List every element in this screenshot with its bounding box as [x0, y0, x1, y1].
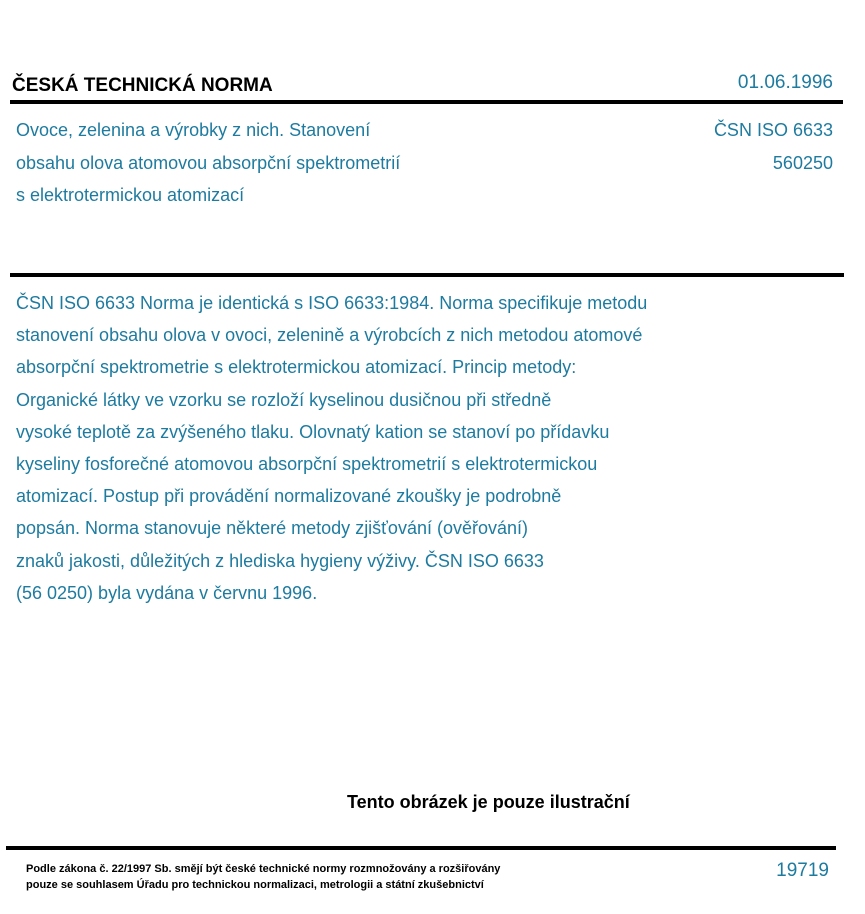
footer-divider: [6, 846, 836, 850]
section-divider: [10, 273, 844, 277]
abstract-text: [16, 287, 647, 609]
abstract-line: vysoké teplotě za zvýšeného tlaku. Olovnatý kation se stanoví po přídavku: [16, 421, 610, 442]
standard-title: [16, 114, 400, 212]
abstract-line: popsán. Norma stanovuje některé metody zjišťování (ověřování): [16, 518, 529, 539]
standard-title-line: s elektrotermickou atomizací: [16, 185, 245, 205]
legal-notice: [26, 862, 500, 893]
catalog-number: 19719: [776, 860, 829, 881]
abstract-line: (56 0250) byla vydána v červnu 1996.: [16, 582, 318, 603]
standard-title-line: Ovoce, zelenina a výrobky z nich. Stanovení: [16, 120, 371, 140]
abstract-line: znaků jakosti, důležitých z hlediska hygieny výživy. ČSN ISO 6633: [16, 550, 544, 571]
standard-title-line: obsahu olova atomovou absorpční spektrometrií: [16, 152, 401, 173]
abstract-line: Organické látky ve vzorku se rozloží kyselinou dusičnou při středně: [16, 389, 552, 410]
document-type-heading: ČESKÁ TECHNICKÁ NORMA: [12, 75, 273, 96]
legal-notice-line: Podle zákona č. 22/1997 Sb. smějí být české technické normy rozmnožovány a rozšiřovány: [26, 863, 501, 875]
abstract-line: stanovení obsahu olova v ovoci, zelenině a výrobcích z nich metodou atomové: [16, 325, 643, 346]
header-divider: [10, 100, 843, 104]
publication-date: 01.06.1996: [737, 72, 833, 93]
abstract-line: kyseliny fosforečné atomovou absorpční spektrometrií s elektrotermickou: [16, 454, 598, 475]
abstract-line: atomizací. Postup při provádění normalizované zkoušky je podrobně: [16, 486, 562, 507]
standard-class-number: 560250: [772, 152, 833, 173]
abstract-line: ČSN ISO 6633 Norma je identická s ISO 6633:1984. Norma specifikuje metodu: [16, 293, 648, 313]
abstract-line: absorpční spektrometrie s elektrotermickou atomizací. Princip metody:: [16, 357, 577, 378]
illustration-disclaimer: Tento obrázek je pouze ilustrační: [347, 792, 630, 812]
standard-designation: ČSN ISO 6633: [713, 120, 833, 140]
standard-codes: [714, 114, 833, 179]
legal-notice-line: pouze se souhlasem Úřadu pro technickou normalizaci, metrologii a státní zkušebnictví: [26, 878, 484, 891]
